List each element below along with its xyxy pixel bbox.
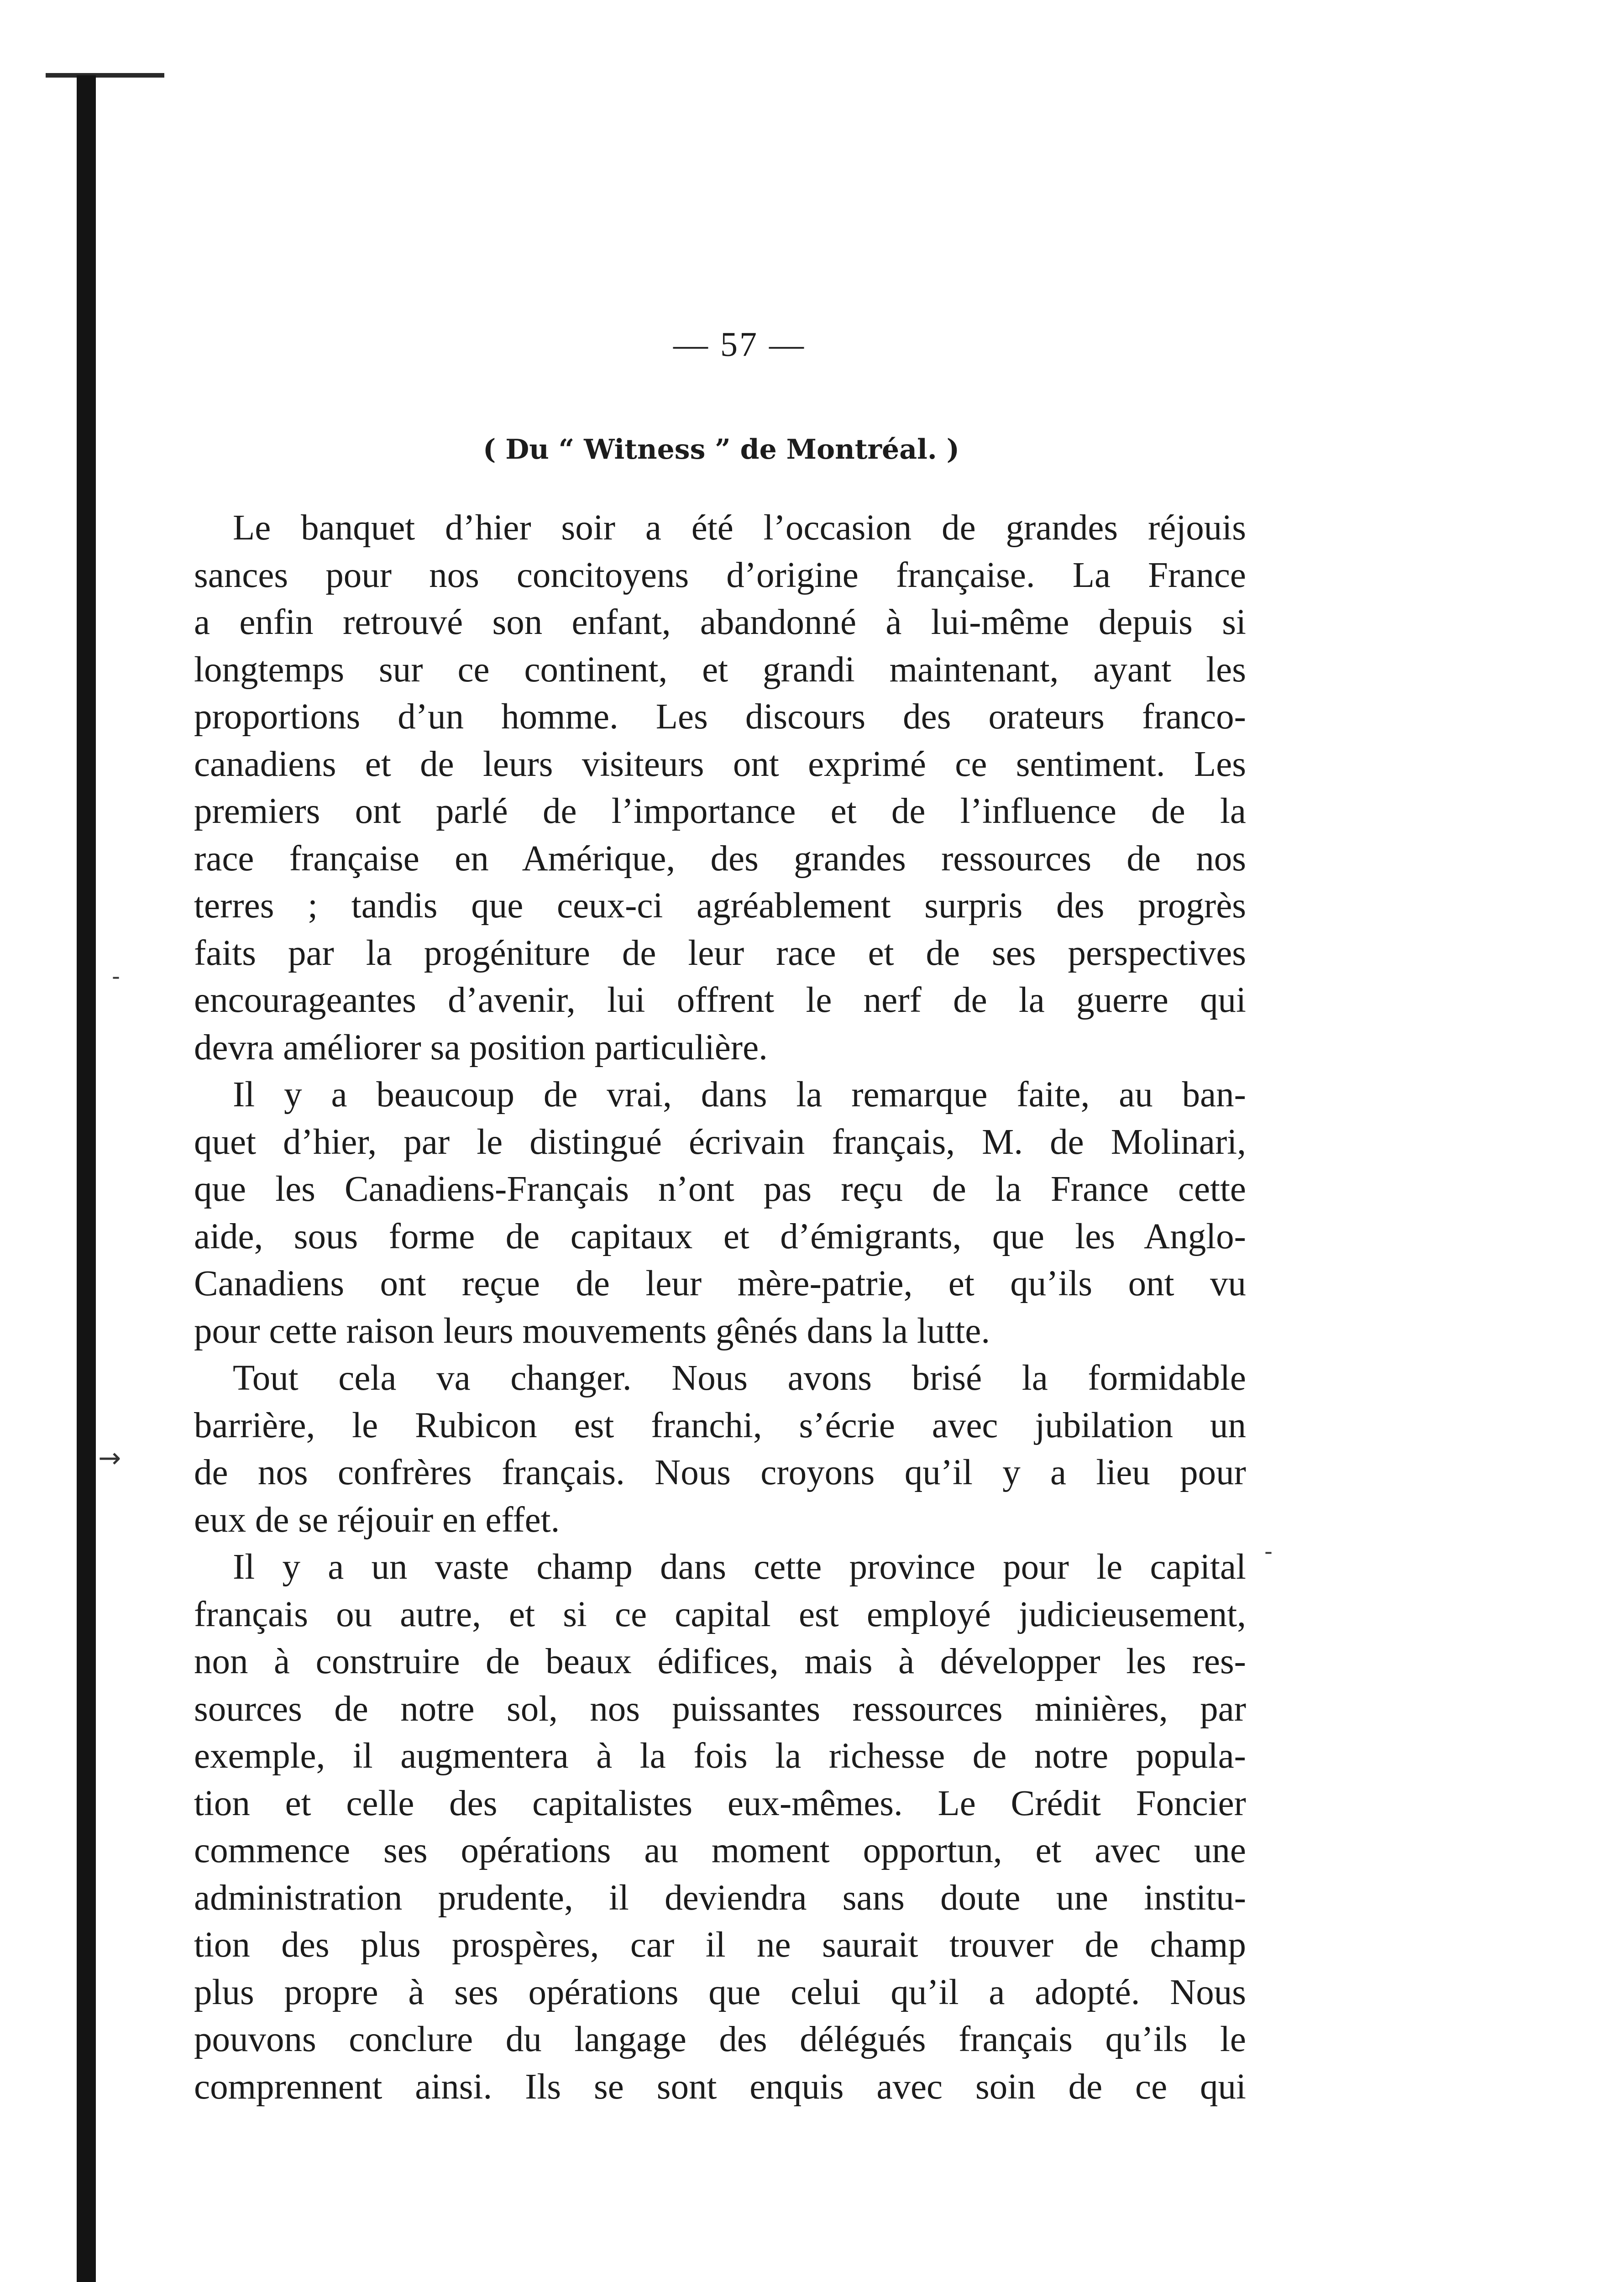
- text-line: tion des plus prospères, car il ne saurait trouver de champ: [194, 1925, 1246, 1965]
- text-line: premiers ont parlé de l’importance et de l’influence de la: [194, 791, 1246, 831]
- text-line: proportions d’un homme. Les discours des orateurs franco-: [194, 697, 1246, 737]
- text-line: français ou autre, et si ce capital est employé judicieusement,: [194, 1594, 1246, 1634]
- text-line: exemple, il augmentera à la fois la richesse de notre popula-: [194, 1736, 1246, 1776]
- text-line: pouvons conclure du langage des délégués français qu’ils le: [194, 2020, 1246, 2059]
- text-line: comprennent ainsi. Ils se sont enquis avec soin de ce qui: [194, 2067, 1246, 2107]
- text-line: canadiens et de leurs visiteurs ont exprimé ce sentiment. Les: [194, 744, 1246, 784]
- text-line: administration prudente, il deviendra sans doute une institu-: [194, 1878, 1246, 1918]
- page-binding-edge: [77, 75, 96, 2282]
- text-line: devra améliorer sa position particulière.: [194, 1027, 768, 1068]
- text-line: a enfin retrouvé son enfant, abandonné à lui-même depuis si: [194, 602, 1246, 642]
- text-line: encourageantes d’avenir, lui offrent le nerf de la guerre qui: [194, 980, 1246, 1020]
- page-number: — 57 —: [673, 325, 806, 364]
- article-body: [194, 504, 1246, 2110]
- text-line: de nos confrères français. Nous croyons qu’il y a lieu pour: [194, 1453, 1246, 1492]
- text-line: faits par la progéniture de leur race et de ses perspectives: [194, 933, 1246, 973]
- text-line: terres ; tandis que ceux-ci agréablement surpris des progrès: [194, 886, 1246, 926]
- text-line: tion et celle des capitalistes eux-mêmes. Le Crédit Foncier: [194, 1783, 1246, 1823]
- text-line: aide, sous forme de capitaux et d’émigrants, que les Anglo-: [194, 1216, 1246, 1256]
- text-line: que les Canadiens-Français n’ont pas reçu de la France cette: [194, 1169, 1246, 1209]
- margin-arrow-mark: →: [98, 1442, 121, 1474]
- text-line: pour cette raison leurs mouvements gênés dans la lutte.: [194, 1311, 990, 1351]
- text-line: eux de se réjouir en effet.: [194, 1500, 560, 1540]
- text-line: Il y a beaucoup de vrai, dans la remarque faite, au ban-: [233, 1075, 1246, 1115]
- text-line: quet d’hier, par le distingué écrivain français, M. de Molinari,: [194, 1122, 1246, 1162]
- text-line: sources de notre sol, nos puissantes ressources minières, par: [194, 1689, 1246, 1729]
- text-line: longtemps sur ce continent, et grandi maintenant, ayant les: [194, 649, 1246, 690]
- text-line: commence ses opérations au moment opportun, et avec une: [194, 1831, 1246, 1870]
- margin-dot-mark: -: [1264, 1538, 1273, 1565]
- text-line: non à construire de beaux édifices, mais à développer les res-: [194, 1642, 1246, 1681]
- margin-dash-mark: -: [112, 963, 120, 989]
- text-line: sances pour nos concitoyens d’origine française. La France: [194, 555, 1246, 595]
- text-line: barrière, le Rubicon est franchi, s’écrie avec jubilation un: [194, 1405, 1246, 1445]
- text-line: Le banquet d’hier soir a été l’occasion de grandes réjouis: [233, 508, 1246, 548]
- text-line: plus propre à ses opérations que celui qu’il a adopté. Nous: [194, 1972, 1246, 2012]
- text-line: Canadiens ont reçue de leur mère-patrie, et qu’ils ont vu: [194, 1264, 1246, 1303]
- text-line: race française en Amérique, des grandes ressources de nos: [194, 838, 1246, 879]
- text-line: Il y a un vaste champ dans cette province pour le capital: [233, 1547, 1246, 1587]
- text-line: Tout cela va changer. Nous avons brisé la formidable: [233, 1358, 1246, 1398]
- page-edge-top: [46, 73, 164, 78]
- source-heading: ( Du “ Witness ” de Montréal. ): [482, 434, 960, 466]
